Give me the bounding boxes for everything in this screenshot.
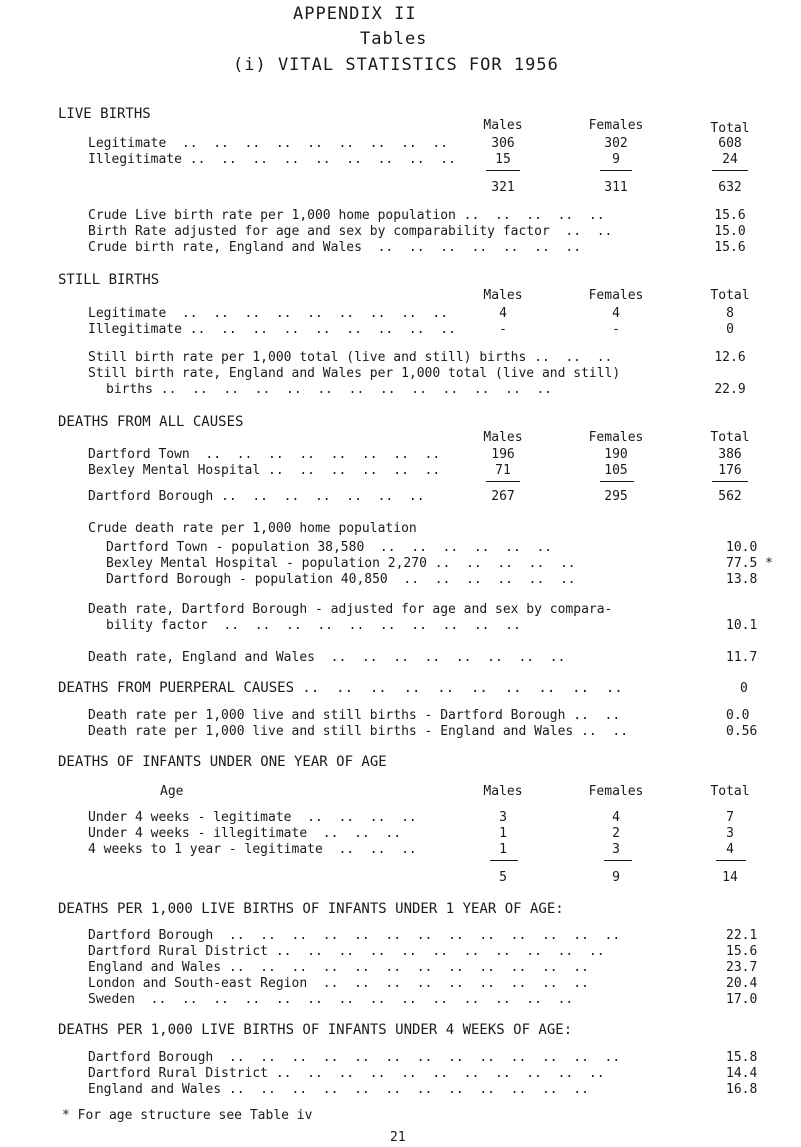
rate-value: 17.0 <box>726 992 758 1007</box>
cell-males: 196 <box>491 447 515 462</box>
rule <box>486 170 520 171</box>
rate-value: 15.0 <box>714 224 746 239</box>
rate-value: 10.1 <box>726 618 758 633</box>
total-females: 311 <box>604 180 628 195</box>
per-1000-weeks-heading: DEATHS PER 1,000 LIVE BIRTHS OF INFANTS UNDER 4 WEEKS OF AGE: <box>58 1022 573 1038</box>
total-females: 9 <box>612 870 620 885</box>
row-label: Legitimate .. .. .. .. .. .. .. .. .. <box>88 306 449 321</box>
cell-females: 9 <box>612 152 620 167</box>
rule <box>712 481 748 482</box>
cell-males: - <box>499 322 507 337</box>
col-females: Females <box>588 430 644 445</box>
rate-value: 0.0 <box>726 708 750 723</box>
rule <box>712 170 748 171</box>
rate-label: Birth Rate adjusted for age and sex by comparability factor .. .. <box>88 224 613 239</box>
cell-males: 1 <box>499 842 507 857</box>
cell-females: 105 <box>604 463 628 478</box>
col-females: Females <box>588 288 644 303</box>
row-label: 4 weeks to 1 year - legitimate .. .. .. <box>88 842 417 857</box>
rate-label: Dartford Borough .. .. .. .. .. .. .. .. .. .. .. .. .. <box>88 928 621 943</box>
puerperal-value: 0 <box>740 681 748 696</box>
appendix-heading: APPENDIX II <box>293 4 417 24</box>
row-label: Illegitimate .. .. .. .. .. .. .. .. .. <box>88 322 456 337</box>
page-title: (i) VITAL STATISTICS FOR 1956 <box>233 55 559 75</box>
row-label: Illegitimate .. .. .. .. .. .. .. .. .. <box>88 152 456 167</box>
rate-label: Dartford Town - population 38,580 .. .. .. .. .. .. <box>106 540 553 555</box>
cell-females: 3 <box>612 842 620 857</box>
still-births-heading: STILL BIRTHS <box>58 272 160 288</box>
cell-total: 3 <box>726 826 734 841</box>
crude-heading: Crude death rate per 1,000 home population <box>88 521 417 536</box>
rate-value: 23.7 <box>726 960 758 975</box>
page-number: 21 <box>390 1130 406 1145</box>
rate-label: Death rate, England and Wales .. .. .. .. .. .. .. .. <box>88 650 566 665</box>
col-males: Males <box>483 784 523 799</box>
col-males: Males <box>483 430 523 445</box>
rate-value: 20.4 <box>726 976 758 991</box>
col-males: Males <box>483 118 523 133</box>
footnote: * For age structure see Table iv <box>62 1108 313 1123</box>
deaths-all-heading: DEATHS FROM ALL CAUSES <box>58 414 244 430</box>
col-total: Total <box>710 288 750 303</box>
col-total: Total <box>710 430 750 445</box>
rule <box>486 481 520 482</box>
col-total: Total <box>710 121 750 136</box>
rate-label: Sweden .. .. .. .. .. .. .. .. .. .. .. .. .. .. <box>88 992 574 1007</box>
infants-heading: DEATHS OF INFANTS UNDER ONE YEAR OF AGE <box>58 754 387 770</box>
rate-value: 22.9 <box>714 382 746 397</box>
rate-label: England and Wales .. .. .. .. .. .. .. .. .. .. .. .. <box>88 960 589 975</box>
cell-females: - <box>612 322 620 337</box>
rate-label: Still birth rate per 1,000 total (live and still) births .. .. .. <box>88 350 613 365</box>
rate-label: Dartford Borough - population 40,850 .. .. .. .. .. .. <box>106 572 576 587</box>
cell-males: 1 <box>499 826 507 841</box>
rate-label: Dartford Rural District .. .. .. .. .. .. .. .. .. .. .. <box>88 944 605 959</box>
rate-value: 11.7 <box>726 650 758 665</box>
cell-total: 176 <box>718 463 742 478</box>
total-total: 632 <box>718 180 742 195</box>
cell-females: 4 <box>612 810 620 825</box>
rate-label: Bexley Mental Hospital - population 2,270 .. .. .. .. .. <box>106 556 576 571</box>
rate-label: Death rate per 1,000 live and still births - Dartford Borough .. .. <box>88 708 621 723</box>
total-males: 321 <box>491 180 515 195</box>
rule <box>490 860 518 861</box>
rate-label-cont: bility factor .. .. .. .. .. .. .. .. .. .. <box>106 618 521 633</box>
rate-label-cont: births .. .. .. .. .. .. .. .. .. .. .. .. .. <box>106 382 553 397</box>
cell-total: 608 <box>718 136 742 151</box>
cell-total: 24 <box>722 152 738 167</box>
rate-label: Death rate per 1,000 live and still births - England and Wales .. .. <box>88 724 629 739</box>
rule <box>716 860 746 861</box>
rate-value: 15.8 <box>726 1050 758 1065</box>
cell-total: 4 <box>726 842 734 857</box>
row-label: Dartford Borough .. .. .. .. .. .. .. <box>88 489 425 504</box>
rate-value: 77.5 * <box>726 556 773 571</box>
rate-label: Death rate, Dartford Borough - adjusted for age and sex by compara- <box>88 602 613 617</box>
rate-value: 15.6 <box>714 240 746 255</box>
rate-value: 13.8 <box>726 572 758 587</box>
col-females: Females <box>588 784 644 799</box>
cell-females: 4 <box>612 306 620 321</box>
cell-males: 4 <box>499 306 507 321</box>
rate-label: Still birth rate, England and Wales per 1,000 total (live and still) <box>88 366 621 381</box>
rate-value: 22.1 <box>726 928 758 943</box>
rate-value: 0.56 <box>726 724 758 739</box>
puerperal-heading: DEATHS FROM PUERPERAL CAUSES .. .. .. .. .. .. .. .. .. .. <box>58 680 623 696</box>
rate-label: London and South-east Region .. .. .. .. .. .. .. .. .. <box>88 976 589 991</box>
cell-females: 295 <box>604 489 628 504</box>
rate-value: 15.6 <box>714 208 746 223</box>
per-1000-year-heading: DEATHS PER 1,000 LIVE BIRTHS OF INFANTS UNDER 1 YEAR OF AGE: <box>58 901 564 917</box>
rate-value: 15.6 <box>726 944 758 959</box>
row-label: Legitimate .. .. .. .. .. .. .. .. .. <box>88 136 449 151</box>
cell-total: 562 <box>718 489 742 504</box>
cell-males: 71 <box>495 463 511 478</box>
total-total: 14 <box>722 870 738 885</box>
row-label: Bexley Mental Hospital .. .. .. .. .. .. <box>88 463 441 478</box>
rule <box>600 170 632 171</box>
rate-label: England and Wales .. .. .. .. .. .. .. .. .. .. .. .. <box>88 1082 589 1097</box>
cell-males: 267 <box>491 489 515 504</box>
cell-males: 15 <box>495 152 511 167</box>
rate-value: 12.6 <box>714 350 746 365</box>
rate-value: 16.8 <box>726 1082 758 1097</box>
row-label: Under 4 weeks - legitimate .. .. .. .. <box>88 810 417 825</box>
cell-total: 386 <box>718 447 742 462</box>
rate-label: Crude Live birth rate per 1,000 home population .. .. .. .. .. <box>88 208 605 223</box>
cell-total: 8 <box>726 306 734 321</box>
rule <box>600 481 634 482</box>
cell-total: 7 <box>726 810 734 825</box>
cell-total: 0 <box>726 322 734 337</box>
total-males: 5 <box>499 870 507 885</box>
col-age: Age <box>160 784 184 799</box>
col-total: Total <box>710 784 750 799</box>
tables-heading: Tables <box>360 29 428 49</box>
live-births-heading: LIVE BIRTHS <box>58 106 151 122</box>
cell-males: 306 <box>491 136 515 151</box>
row-label: Under 4 weeks - illegitimate .. .. .. <box>88 826 402 841</box>
cell-males: 3 <box>499 810 507 825</box>
rate-label: Dartford Rural District .. .. .. .. .. .. .. .. .. .. .. <box>88 1066 605 1081</box>
cell-females: 302 <box>604 136 628 151</box>
col-females: Females <box>588 118 644 133</box>
rate-value: 14.4 <box>726 1066 758 1081</box>
rate-value: 10.0 <box>726 540 758 555</box>
col-males: Males <box>483 288 523 303</box>
cell-females: 2 <box>612 826 620 841</box>
rate-label: Dartford Borough .. .. .. .. .. .. .. .. .. .. .. .. .. <box>88 1050 621 1065</box>
rule <box>604 860 632 861</box>
row-label: Dartford Town .. .. .. .. .. .. .. .. <box>88 447 441 462</box>
cell-females: 190 <box>604 447 628 462</box>
rate-label: Crude birth rate, England and Wales .. .. .. .. .. .. .. <box>88 240 582 255</box>
